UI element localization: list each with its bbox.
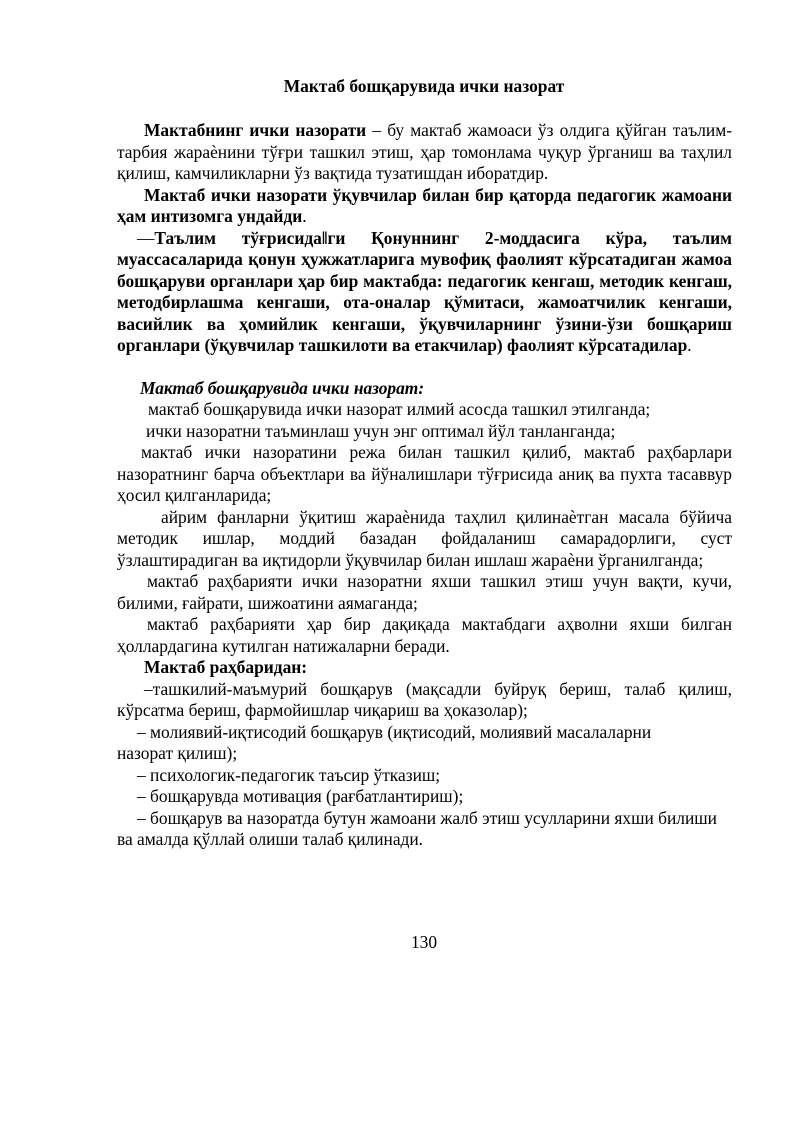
heading-control-text: Мактаб бошқарувида ички назорат: xyxy=(140,377,425,398)
law-end: . xyxy=(687,335,692,355)
paragraph-law xyxy=(117,228,732,357)
control-item: ички назоратни таъминлаш учун энг оптимал йўл танланганда; xyxy=(146,420,616,441)
definition-text: – бу мактаб жамоаси ўз олдига қўйган таълим-тарбия жараѐнини тўғри ташкил этиш, ҳар томонлама чуқур ўрганиш ва таҳлил қилиш, камчиликларни ўз вақтида тузатишдан иборатдир. xyxy=(117,120,732,183)
law-bold: Таълим тўғрисида‖ги Қонуннинг 2-моддасига кўра, таълим муассасаларида қонун ҳужжатларига мувофиқ фаолият кўрсатадиган жамоа бошқаруви органлари ҳар бир мактабда: педагогик кенгаш, методик кенгаш, методбирлашма кенгаши, ота-оналар қўмитаси, жамоатчилик кенгаши, васийлик ва ҳомийлик кенгаши, ўқувчиларнинг ўзини-ўзи бошқариш органлари (ўқувчилар ташкилоти ва етакчилар) фаолият кўрсатадилар xyxy=(117,227,732,355)
leadership-item: – психологик-педагогик таъсир ўтказиш; xyxy=(137,764,441,785)
control-item: мактаб раҳбарияти ҳар бир дақиқада мактабдаги аҳволни яхши билган ҳоллардагина кутилган натижаларни беради. xyxy=(117,614,732,656)
leadership-item: – бошқарувда мотивация (рағбатлантириш); xyxy=(137,786,464,806)
control-item: мактаб ички назоратини режа билан ташкил қилиб, мактаб раҳбарлари назоратнинг барча объектлари ва йўналишлари тўғрисида аниқ ва пухта тасаввур ҳосил қилганларида; xyxy=(117,442,732,505)
control-item: айрим фанларни ўқитиш жараѐнида таҳлил қилинаѐтган масала бўйича методик ишлар, моддий базадан фойдаланиш самарадорлиги, суст ўзлаштирадиган ва иқтидорли ўқувчилар билан ишлаш жараѐни ўрганилганда; xyxy=(117,506,732,570)
page-title: Мактаб бошқарувида ички назорат xyxy=(283,76,565,96)
leadership-item: – молиявий-иқтисодий бошқарув (иқтисодий, молиявий масалаларни назорат қилиш); xyxy=(117,721,652,763)
document-body xyxy=(117,120,732,851)
law-lead: ― xyxy=(137,227,155,248)
discipline-bold: Мактаб ички назорати ўқувчилар билан бир қаторда педагогик жамоани ҳам интизомга ундайди xyxy=(117,184,732,226)
heading-control xyxy=(117,378,732,400)
paragraph-definition xyxy=(117,120,732,185)
heading-leadership-text: Мактаб раҳбаридан: xyxy=(144,657,308,677)
term-bold: Мактабнинг ички назорати xyxy=(144,120,367,140)
leadership-item: – бошқарув ва назоратда бутун жамоани жалб этиш усулларини яхши билиши ва амалда қўллай олиши талаб қилинади. xyxy=(117,807,717,849)
leadership-item: –ташкилий-маъмурий бошқарув (мақсадли буйруқ бериш, талаб қилиш, кўрсатма бериш, фармойишлар чиқариш ва ҳоказолар); xyxy=(117,678,732,720)
paragraph-discipline xyxy=(117,185,732,228)
control-item: мактаб раҳбарияти ички назоратни яхши ташкил этиш учун вақти, кучи, билими, ғайрати, шижоатини аямаганда; xyxy=(117,571,732,613)
discipline-end: . xyxy=(302,206,307,226)
heading-leadership xyxy=(117,657,732,679)
spacer xyxy=(117,357,732,378)
control-item: мактаб бошқарувида ички назорат илмий асосда ташкил этилганда; xyxy=(148,399,651,419)
page-number: 130 xyxy=(410,932,438,952)
